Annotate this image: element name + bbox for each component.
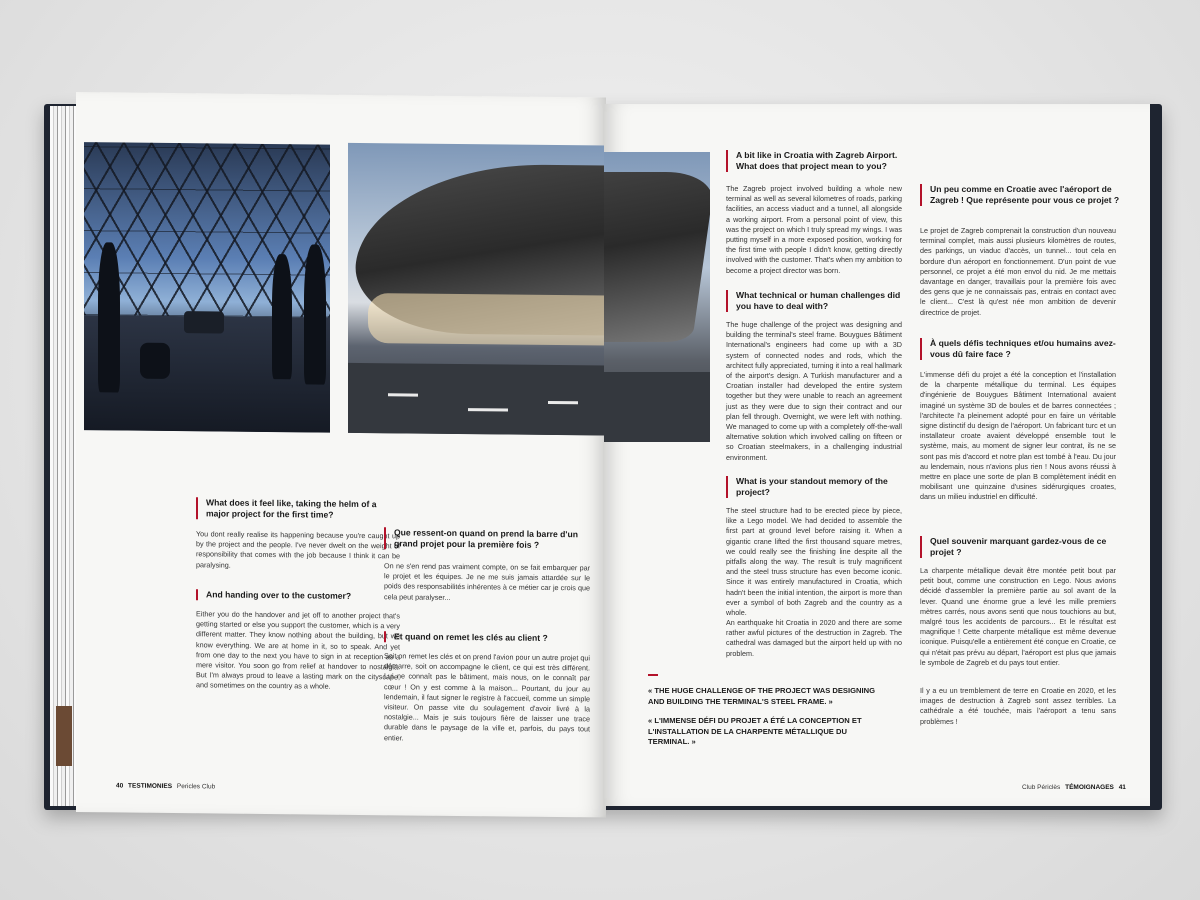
lane-marking bbox=[468, 408, 508, 411]
question-heading: Un peu comme en Croatie avec l'aéroport de Zagreb ! Que représente pour vous ce projet ? bbox=[920, 184, 1120, 206]
silhouette-person bbox=[304, 244, 326, 384]
answer-paragraph: You dont really realise its happening because you're caught up by the project and the people. I've never dwelt on the weight of responsibility that comes with the job because I think it can be paralysing. bbox=[196, 529, 400, 570]
quote-marker bbox=[648, 674, 658, 676]
lane-marking bbox=[548, 401, 578, 404]
right-page bbox=[604, 104, 1150, 806]
waiting-bench bbox=[184, 311, 224, 333]
answer-paragraph: The steel structure had to be erected piece by piece, like a Lego model. We had decided to assemble the first part at ground level before raising it. When a gigantic crane lifted the first thousand square metres, we could really see the finishing line despite all the pitfalls along the way. The result is truly magnificent and the steel truss structure has even become iconic. Since it was entirely manufactured in Croatia, which hadn't been the initial intention, the airport is more than ever a symbol of both Zagreb and the country as a whole. bbox=[726, 506, 902, 618]
page-folio bbox=[116, 782, 215, 790]
answer-paragraph: The huge challenge of the project was designing and building the terminal's steel frame. Bouygues Bâtiment International's engineers had come up with a 3D system of connected nodes and rods, which the architect fully appreciated, turning it into a real hallmark of the airport's design. A Turkish manufacturer and a Croatian installer had developed the entire system together but they were unable to reach an agreement just as they were due to sign their contract and our plan fell through. Overnight, we were left with nothing. We managed to come up with a completely off-the-wall alternative solution which involved calling on fifteen or so Croatian steelmakers, in a challenging industrial environment. bbox=[726, 320, 902, 462]
terminal-exterior-photo-continued bbox=[604, 152, 710, 442]
club-label: Pericles Club bbox=[176, 783, 216, 791]
road bbox=[348, 363, 606, 436]
club-label: Club Périclès bbox=[1022, 784, 1061, 791]
question-heading: Quel souvenir marquant gardez-vous de ce projet ? bbox=[920, 536, 1120, 558]
page-number: 40 bbox=[116, 782, 124, 790]
question-heading: À quels défis techniques et/ou humains avez-vous dû faire face ? bbox=[920, 338, 1120, 360]
silhouette-person bbox=[98, 242, 120, 392]
section-label: TÉMOIGNAGES bbox=[1065, 784, 1114, 791]
road bbox=[604, 372, 710, 442]
wavy-roof bbox=[604, 172, 710, 342]
section-label: TESTIMONIES bbox=[128, 782, 173, 791]
pull-quote-en: « THE HUGE CHALLENGE OF THE PROJECT WAS DESIGNING AND BUILDING THE TERMINAL'S STEEL FRAME. » bbox=[648, 686, 875, 706]
steel-lattice bbox=[84, 142, 330, 317]
left-page bbox=[76, 92, 606, 818]
answer-paragraph: Either you do the handover and jet off to another project that's getting started or else you support the customer, which is a very different matter. They know nothing about the building, but we know everything. We are at home in it, so to speak. And yet from one day to the next you have to sign in at reception as a mere visitor. You soon go from relief at handover to nostalgia. But I'm always proud to leave a lasting mark on the cityscape, and sometimes on the country as a whole. bbox=[196, 609, 400, 692]
pull-quote-fr: « L'IMMENSE DÉFI DU PROJET A ÉTÉ LA CONCEPTION ET L'INSTALLATION DE LA CHARPENTE MÉTALLIQUE DU TERMINAL. » bbox=[648, 716, 862, 746]
question-heading: Et quand on remet les clés au client ? bbox=[384, 631, 594, 644]
question-heading: What does it feel like, taking the helm of a major project for the first time? bbox=[196, 497, 396, 521]
lane-marking bbox=[388, 393, 418, 396]
question-heading: Que ressent-on quand on prend la barre d'un grand projet pour la première fois ? bbox=[384, 527, 594, 551]
question-heading: A bit like in Croatia with Zagreb Airport. What does that project mean to you? bbox=[726, 150, 904, 172]
terminal-interior-photo bbox=[84, 142, 330, 433]
page-tab-marker bbox=[56, 706, 72, 766]
answer-paragraph: The Zagreb project involved building a whole new terminal as well as several kilometres of roads, parking facilities, an access viaduct and a tunnel, all alongside a working airport. From a personal point of view, this was the project on which I truly spread my wings. I was putting myself in a more exposed position, working for the first time with people I didn't know, getting directly involved with the customer. That's when my ambition to become a project director was born. bbox=[726, 184, 902, 275]
answer-paragraph: On ne s'en rend pas vraiment compte, on se fait embarquer par le projet et les équipes. Je ne me suis jamais attardée sur le poids des responsabilités inhérentes à ce métier car je crois que cela peut paralyser... bbox=[384, 561, 590, 602]
answer-paragraph: Soit on remet les clés et on prend l'avion pour un autre projet qui démarre, soit on accompagne le client, ce qui est très différent. Lui ne connaît pas le bâtiment, mais nous, on le connaît par cœur ! On y est comme à la maison... Pourtant, du jour au lendemain, il faut signer le registre à l'accueil, comme un simple visiteur. On passe vite du soulagement d'avoir livré à la nostalgie... Mais je suis toujours fière de laisser une trace durable dans le paysage de la ville et, parfois, du pays tout entier. bbox=[384, 651, 590, 743]
page-number: 41 bbox=[1118, 784, 1126, 791]
terminal-exterior-photo bbox=[348, 143, 606, 436]
silhouette-suitcase bbox=[140, 343, 170, 379]
question-heading: And handing over to the customer? bbox=[196, 589, 396, 602]
answer-paragraph: La charpente métallique devait être montée petit bout par petit bout, comme une construction en Lego. Nous avions décidé d'assembler la première partie au sol avant de la lever. Quand une énorme grue a levé les mille premiers mètres carrés, nous avons senti que nous touchions au but, malgré tous les accidents de parcours... Et le résultat est magnifique ! Cette charpente métallique est même devenue iconique. Puisqu'elle a entièrement été conçue en Croatie, ce qui n'était pas prévu au départ, l'aéroport est plus que jamais le symbole de Zagreb et du pays tout entier. bbox=[920, 566, 1116, 667]
answer-paragraph: Il y a eu un tremblement de terre en Croatie en 2020, et les images de destruction à Zagreb sont assez terribles. La cathédrale a été touchée, mais l'aéroport a tenu sans problèmes ! bbox=[920, 686, 1116, 726]
page-edges bbox=[50, 106, 78, 806]
answer-paragraph: L'immense défi du projet a été la conception et l'installation de la charpente métallique du terminal. Les équipes d'ingénierie de Bouygues Bâtiment International avaient imaginé un système 3D de boules et de barres connectées ; l'architecte l'a pleinement adopté pour en faire un véritable signe distinctif du design de l'aéroport. Un fabricant turc et un installateur croate avaient développé ensemble tout le système, mais, au moment de signer leur contrat, ils ne se sont pas mis d'accord et notre plan est tombé à l'eau. Du jour au lendemain, nous n'avions plus rien ! Nous avons réussi à mettre en place une sorte de plan B complètement inédit en mobilisant une quinzaine d'usines sidérurgiques croates, dans un milieu industriel en difficulté. bbox=[920, 370, 1116, 502]
question-heading: What technical or human challenges did you have to deal with? bbox=[726, 290, 904, 312]
answer-paragraph: Le projet de Zagreb comprenait la construction d'un nouveau terminal complet, mais aussi plusieurs kilomètres de routes, des parkings, un viaduc d'accès, un tunnel... tout cela en bordure d'un aéroport en fonctionnement. D'un point de vue personnel, ce projet a été mon envol du nid. Je me mettais davantage en danger, travaillais pour la première fois avec des gens que je ne connaissais pas, entrais en contact avec le client... C'est là qu'est née mon ambition de devenir directrice de projet. bbox=[920, 226, 1116, 317]
terminal-glow bbox=[368, 293, 606, 346]
silhouette-person bbox=[272, 254, 292, 379]
answer-paragraph: An earthquake hit Croatia in 2020 and there are some rather awful pictures of the destruction in Zagreb. The cathedral was damaged but the airport held up with no problem. bbox=[726, 618, 902, 658]
question-heading: What is your standout memory of the project? bbox=[726, 476, 904, 498]
page-folio bbox=[1022, 784, 1126, 791]
